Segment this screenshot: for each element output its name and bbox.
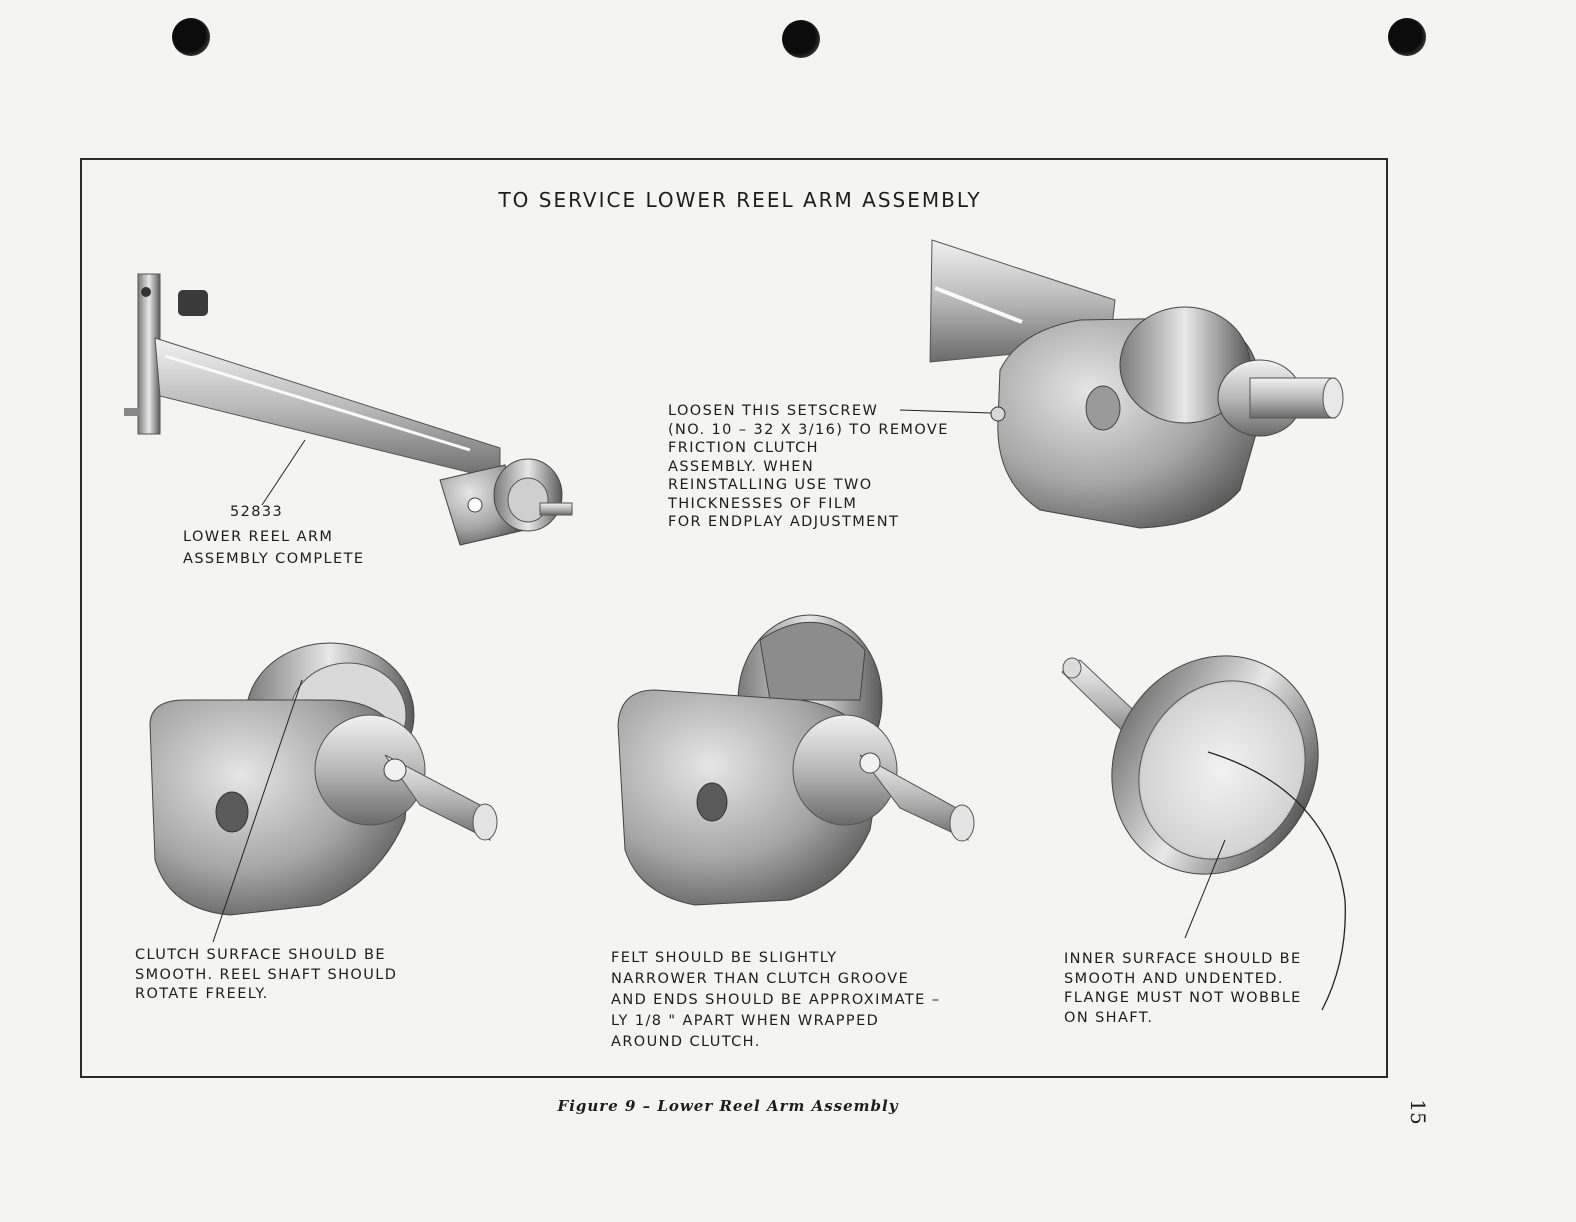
- flange-note: [1064, 950, 1302, 1028]
- clutch-illustration: [150, 643, 497, 942]
- part-description-label: [183, 526, 364, 570]
- clutch-note: [135, 946, 397, 1005]
- setscrew-note-line: FRICTION CLUTCH: [668, 440, 819, 456]
- clutch-note-line: SMOOTH. REEL SHAFT SHOULD: [135, 966, 398, 983]
- flange-note-line: ON SHAFT.: [1064, 1009, 1154, 1026]
- felt-note: [611, 948, 940, 1053]
- part-description-line: ASSEMBLY COMPLETE: [183, 551, 365, 567]
- flange-note-line: FLANGE MUST NOT WOBBLE: [1064, 990, 1302, 1006]
- felt-clutch-illustration: [618, 615, 974, 905]
- felt-note-line: AROUND CLUTCH.: [611, 1034, 761, 1050]
- setscrew-note-line: FOR ENDPLAY ADJUSTMENT: [668, 514, 900, 530]
- clutch-note-line: ROTATE FREELY.: [135, 986, 269, 1002]
- flange-note-line: SMOOTH AND UNDENTED.: [1064, 970, 1284, 987]
- clutch-note-line: CLUTCH SURFACE SHOULD BE: [135, 947, 386, 963]
- reel-arm-illustration: [124, 274, 572, 545]
- figure-caption: Figure 9 – Lower Reel Arm Assembly: [557, 1097, 899, 1115]
- part-number: 52833: [230, 504, 284, 520]
- flange-note-line: INNER SURFACE SHOULD BE: [1064, 951, 1302, 967]
- felt-note-line: LY 1/8 " APART WHEN WRAPPED: [611, 1013, 880, 1029]
- setscrew-closeup-illustration: [900, 240, 1343, 528]
- page-number: 15: [1406, 1099, 1430, 1125]
- part-description-line: LOWER REEL ARM: [183, 529, 334, 545]
- setscrew-note: [668, 402, 949, 532]
- part-number-label: [230, 503, 283, 523]
- felt-note-line: FELT SHOULD BE SLIGHTLY: [611, 950, 838, 966]
- setscrew-note-line: (NO. 10 – 32 X 3/16) TO REMOVE: [668, 421, 949, 438]
- setscrew-note-line: ASSEMBLY. WHEN: [668, 458, 815, 475]
- setscrew-note-line: THICKNESSES OF FILM: [668, 495, 858, 512]
- felt-note-line: NARROWER THAN CLUTCH GROOVE: [611, 971, 910, 987]
- setscrew-note-line: REINSTALLING USE TWO: [668, 477, 873, 493]
- figure-title: TO SERVICE LOWER REEL ARM ASSEMBLY: [498, 188, 982, 212]
- setscrew-note-line: LOOSEN THIS SETSCREW: [668, 403, 879, 419]
- felt-note-line: AND ENDS SHOULD BE APPROXIMATE –: [611, 992, 941, 1008]
